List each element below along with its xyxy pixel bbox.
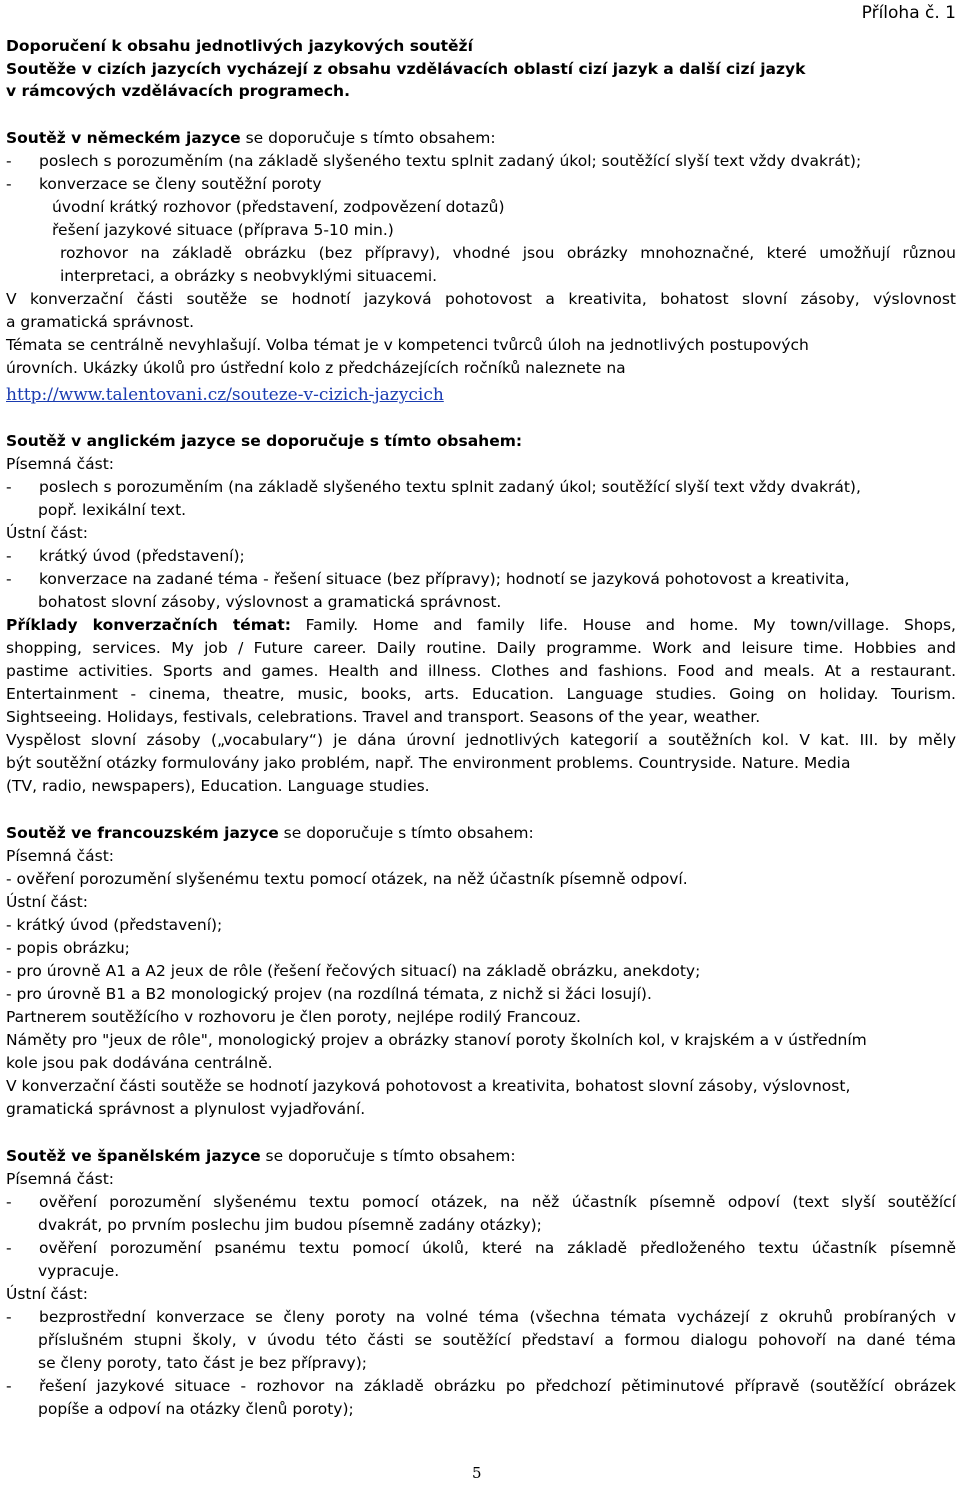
spanish-item-text: řešení jazykové situace - rozhovor na základě obrázku po předchozí pětiminutové přípravě (soutěžící obrázek (39, 1377, 956, 1395)
french-item: - krátký úvod (představení); (6, 916, 223, 934)
spanish-heading (6, 1145, 516, 1167)
english-item: - poslech s porozuměním (na základě slyšeného textu splnit zadaný úkol; soutěžící slyší text vždy dvakrát), (6, 478, 861, 496)
talentovani-link[interactable]: http://www.talentovani.cz/souteze-v-cizich-jazycich (6, 385, 444, 405)
french-themes: kole jsou pak dodávána centrálně. (6, 1054, 273, 1072)
english-topics: shopping, services. My job / Future career. Daily routine. Daily programme. Work and leisure time. Hobbies and (6, 639, 956, 657)
english-topics: pastime activities. Sports and games. Health and illness. Clothes and fashions. Food and meals. At a restaurant. (6, 662, 956, 680)
spanish-item: - řešení jazykové situace - rozhovor na základě obrázku po předchozí pětiminutové přípravě (soutěžící obrázek (6, 1377, 956, 1395)
french-item: - pro úrovně B1 a B2 monologický projev (na rozdílná témata, z nichž si žáci losují). (6, 985, 652, 1003)
spanish-item: - ověření porozumění slyšenému textu pomocí otázek, na něž účastník písemně odpoví (text slyší soutěžící (6, 1193, 956, 1211)
german-item-text: konverzace se členy soutěžní poroty (39, 175, 322, 193)
english-topics: Entertainment - cinema, theatre, music, books, arts. Education. Language studies. Going on holiday. Tourism. (6, 685, 956, 703)
german-heading (6, 127, 496, 149)
spanish-item: - bezprostřední konverzace se členy poroty na volné téma (všechna témata vycházejí z okruhů probíraných v (6, 1308, 956, 1326)
english-item: - krátký úvod (představení); (6, 547, 245, 565)
german-subitem: úvodní krátký rozhovor (představení, zodpovězení dotazů) (52, 198, 505, 216)
english-oral-label: Ústní část: (6, 524, 88, 542)
spanish-heading-rest: se doporučuje s tímto obsahem: (260, 1147, 516, 1165)
french-item: - pro úrovně A1 a A2 jeux de rôle (řešení řečových situací) na základě obrázku, anekdoty; (6, 962, 701, 980)
english-topics-text: Family. Home and family life. House and home. My town/village. Shops, (290, 616, 956, 634)
intro-line: Soutěže v cizích jazycích vycházejí z obsahu vzdělávacích oblastí cizí jazyk a další cizí jazyk (6, 60, 806, 78)
french-heading-bold: Soutěž ve francouzském jazyce (6, 824, 279, 842)
english-vocab: být soutěžní otázky formulovány jako problém, např. The environment problems. Countryside. Nature. Media (6, 754, 851, 772)
french-heading-rest: se doporučuje s tímto obsahem: (278, 824, 534, 842)
spanish-item-cont: se členy poroty, tato část je bez přípravy); (38, 1354, 367, 1372)
french-item: - popis obrázku; (6, 939, 130, 957)
french-eval: V konverzační části soutěže se hodnotí jazyková pohotovost a kreativita, bohatost slovní zásoby, výslovnost, (6, 1077, 851, 1095)
german-eval: V konverzační části soutěže se hodnotí jazyková pohotovost a kreativita, bohatost slovní zásoby, výslovnost (6, 290, 956, 308)
german-eval: a gramatická správnost. (6, 313, 195, 331)
spanish-item-cont: příslušném stupni školy, v úvodu této části se soutěžící představí a formou dialogu pohovoří na dané téma (38, 1331, 956, 1349)
spanish-item: - ověření porozumění psanému textu pomocí úkolů, které na základě předloženého textu účastník písemně (6, 1239, 956, 1257)
french-written-label: Písemná část: (6, 847, 115, 865)
english-item-cont: bohatost slovní zásoby, výslovnost a gramatická správnost. (38, 593, 502, 611)
english-vocab: (TV, radio, newspapers), Education. Language studies. (6, 777, 430, 795)
annex-label: Příloha č. 1 (861, 3, 956, 23)
german-item-text: poslech s porozuměním (na základě slyšeného textu splnit zadaný úkol; soutěžící slyší text vždy dvakrát); (39, 152, 862, 170)
intro-line: v rámcových vzdělávacích programech. (6, 82, 350, 100)
spanish-item-text: ověření porozumění slyšenému textu pomocí otázek, na něž účastník písemně odpoví (text slyší soutěžící (39, 1193, 956, 1211)
spanish-item-cont: popíše a odpoví na otázky členů poroty); (38, 1400, 354, 1418)
german-heading-bold: Soutěž v německém jazyce (6, 129, 241, 147)
french-heading (6, 822, 534, 844)
english-written-label: Písemná část: (6, 455, 115, 473)
english-item-text: krátký úvod (představení); (39, 547, 245, 565)
english-item: - konverzace na zadané téma - řešení situace (bez přípravy); hodnotí se jazyková pohotovost a kreativita, (6, 570, 850, 588)
german-subitem: řešení jazykové situace (příprava 5-10 min.) (52, 221, 394, 239)
french-item: - ověření porozumění slyšenému textu pomocí otázek, na něž účastník písemně odpoví. (6, 870, 688, 888)
english-item-text: poslech s porozuměním (na základě slyšeného textu splnit zadaný úkol; soutěžící slyší text vždy dvakrát), (39, 478, 861, 496)
french-themes: Náměty pro "jeux de rôle", monologický projev a obrázky stanoví poroty školních kol, v krajském a v ústředním (6, 1031, 867, 1049)
german-item: - konverzace se členy soutěžní poroty (6, 175, 322, 193)
english-item-text: konverzace na zadané téma - řešení situace (bez přípravy); hodnotí se jazyková pohotovost a kreativita, (39, 570, 850, 588)
english-topics-label: Příklady konverzačních témat: (6, 616, 291, 634)
german-topics: úrovních. Ukázky úkolů pro ústřední kolo z předcházejících ročníků naleznete na (6, 359, 626, 377)
intro-title: Doporučení k obsahu jednotlivých jazykových soutěží (6, 37, 473, 55)
german-topics: Témata se centrálně nevyhlašují. Volba témat je v kompetenci tvůrců úloh na jednotlivých postupových (6, 336, 809, 354)
spanish-heading-bold: Soutěž ve španělském jazyce (6, 1147, 261, 1165)
spanish-item-cont: dvakrát, po prvním poslechu jim budou písemně zadány otázky); (38, 1216, 542, 1234)
german-heading-rest: se doporučuje s tímto obsahem: (240, 129, 496, 147)
english-heading: Soutěž v anglickém jazyce se doporučuje s tímto obsahem: (6, 432, 523, 450)
english-vocab: Vyspělost slovní zásoby („vocabulary“) je dána úrovní jednotlivých kategorií a soutěžních kol. V kat. III. by měly (6, 731, 956, 749)
french-eval: gramatická správnost a plynulost vyjadřování. (6, 1100, 366, 1118)
spanish-written-label: Písemná část: (6, 1170, 115, 1188)
english-topics: Sightseeing. Holidays, festivals, celebrations. Travel and transport. Seasons of the year, weather. (6, 708, 761, 726)
spanish-item-text: ověření porozumění psanému textu pomocí úkolů, které na základě předloženého textu účastník písemně (39, 1239, 956, 1257)
english-topics (6, 614, 956, 636)
french-partner: Partnerem soutěžícího v rozhovoru je člen poroty, nejlépe rodilý Francouz. (6, 1008, 581, 1026)
page-number: 5 (472, 1464, 482, 1482)
spanish-item-text: bezprostřední konverzace se členy poroty na volné téma (všechna témata vycházejí z okruhů probíraných v (39, 1308, 956, 1326)
english-item-cont: popř. lexikální text. (38, 501, 187, 519)
spanish-oral-label: Ústní část: (6, 1285, 88, 1303)
spanish-item-cont: vypracuje. (38, 1262, 120, 1280)
german-item: - poslech s porozuměním (na základě slyšeného textu splnit zadaný úkol; soutěžící slyší text vždy dvakrát); (6, 152, 862, 170)
french-oral-label: Ústní část: (6, 893, 88, 911)
german-subitem: interpretaci, a obrázky s neobvyklými situacemi. (60, 267, 438, 285)
german-subitem: rozhovor na základě obrázku (bez přípravy), vhodné jsou obrázky mnohoznačné, které umožňují různou (60, 244, 956, 262)
